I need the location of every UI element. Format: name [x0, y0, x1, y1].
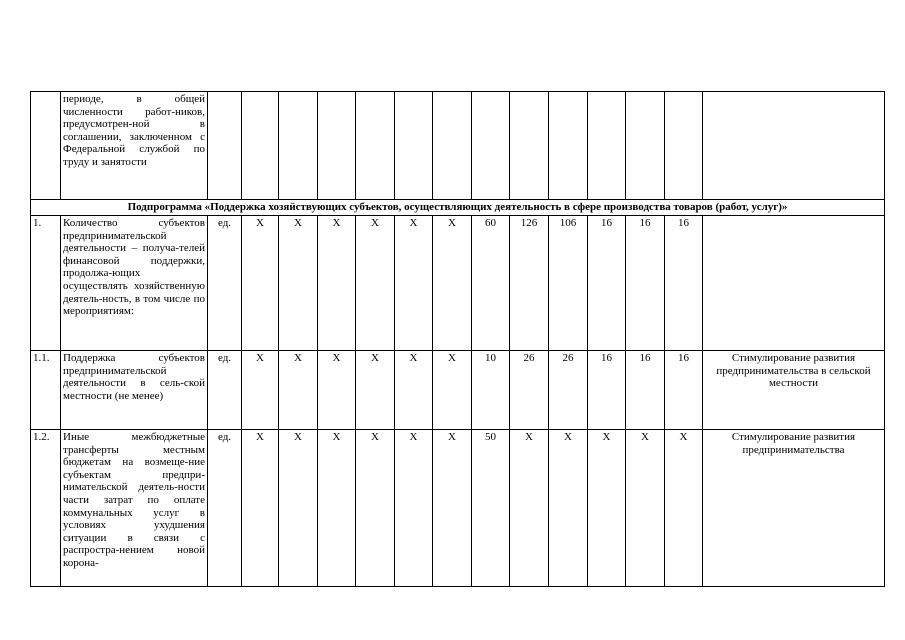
unit-cell: ед.: [208, 430, 242, 587]
subprogram-header-row: [31, 200, 885, 216]
row-number: 1.2.: [31, 430, 61, 587]
table-row: [31, 351, 885, 430]
value-cell: 16: [665, 216, 703, 351]
indicator-name: Количество субъектов предпринимательской деятельности – получа-телей финансовой поддержки, продолжа-ющих осуществлять хозяйственную деятель-ность, в том числе по мероприятиям:: [61, 216, 208, 351]
value-cell: 16: [626, 216, 665, 351]
value-cell: Х: [549, 430, 588, 587]
subprogram-title: Подпрограмма «Поддержка хозяйствующих субъектов, осуществляющих деятельность в сфере производства товаров (работ, услуг)»: [31, 200, 885, 216]
value-cell: Х: [356, 216, 395, 351]
value-cell: Х: [433, 430, 472, 587]
note-cell: [703, 216, 885, 351]
note-cell: [703, 92, 885, 200]
value-cell: [433, 92, 472, 200]
row-number: [31, 92, 61, 200]
value-cell: Х: [626, 430, 665, 587]
value-cell: Х: [279, 351, 318, 430]
value-cell: Х: [279, 216, 318, 351]
note-cell: Стимулирование развития предпринимательства: [703, 430, 885, 587]
value-cell: Х: [242, 216, 279, 351]
value-cell: 126: [510, 216, 549, 351]
value-cell: [242, 92, 279, 200]
value-cell: Х: [395, 216, 433, 351]
value-cell: Х: [318, 430, 356, 587]
table-row: [31, 92, 885, 200]
value-cell: 16: [588, 351, 626, 430]
value-cell: Х: [279, 430, 318, 587]
table-body: [31, 92, 885, 587]
value-cell: Х: [395, 351, 433, 430]
value-cell: 16: [665, 351, 703, 430]
value-cell: 50: [472, 430, 510, 587]
value-cell: Х: [433, 351, 472, 430]
indicator-name: периоде, в общей численности работ-ников, предусмотрен-ной в соглашении, заключенном с Федеральной службой по труду и занятости: [61, 92, 208, 200]
value-cell: 16: [588, 216, 626, 351]
value-cell: [588, 92, 626, 200]
value-cell: 26: [549, 351, 588, 430]
value-cell: Х: [588, 430, 626, 587]
value-cell: [626, 92, 665, 200]
note-cell: Стимулирование развития предпринимательства в сельской местности: [703, 351, 885, 430]
value-cell: [510, 92, 549, 200]
value-cell: 60: [472, 216, 510, 351]
unit-cell: [208, 92, 242, 200]
indicator-name: Поддержка субъектов предпринимательской деятельности в сель-ской местности (не менее): [61, 351, 208, 430]
unit-cell: ед.: [208, 351, 242, 430]
unit-cell: ед.: [208, 216, 242, 351]
value-cell: Х: [356, 430, 395, 587]
table-row: [31, 430, 885, 587]
value-cell: [395, 92, 433, 200]
row-number: 1.1.: [31, 351, 61, 430]
value-cell: [549, 92, 588, 200]
value-cell: Х: [318, 216, 356, 351]
value-cell: Х: [395, 430, 433, 587]
indicators-table: [30, 91, 885, 587]
value-cell: [472, 92, 510, 200]
value-cell: Х: [665, 430, 703, 587]
value-cell: Х: [433, 216, 472, 351]
value-cell: [279, 92, 318, 200]
value-cell: Х: [242, 351, 279, 430]
value-cell: 26: [510, 351, 549, 430]
value-cell: Х: [242, 430, 279, 587]
value-cell: Х: [318, 351, 356, 430]
value-cell: Х: [510, 430, 549, 587]
value-cell: 16: [626, 351, 665, 430]
value-cell: [356, 92, 395, 200]
value-cell: [318, 92, 356, 200]
value-cell: 106: [549, 216, 588, 351]
table-row: [31, 216, 885, 351]
value-cell: Х: [356, 351, 395, 430]
value-cell: 10: [472, 351, 510, 430]
row-number: 1.: [31, 216, 61, 351]
indicator-name: Иные межбюджетные трансферты местным бюджетам на возмеще-ние субъектам предпри-нимательской деятель-ности части затрат по оплате коммунальных услуг в условиях ухудшения ситуации в связи с распростра-нением новой корона-: [61, 430, 208, 587]
value-cell: [665, 92, 703, 200]
